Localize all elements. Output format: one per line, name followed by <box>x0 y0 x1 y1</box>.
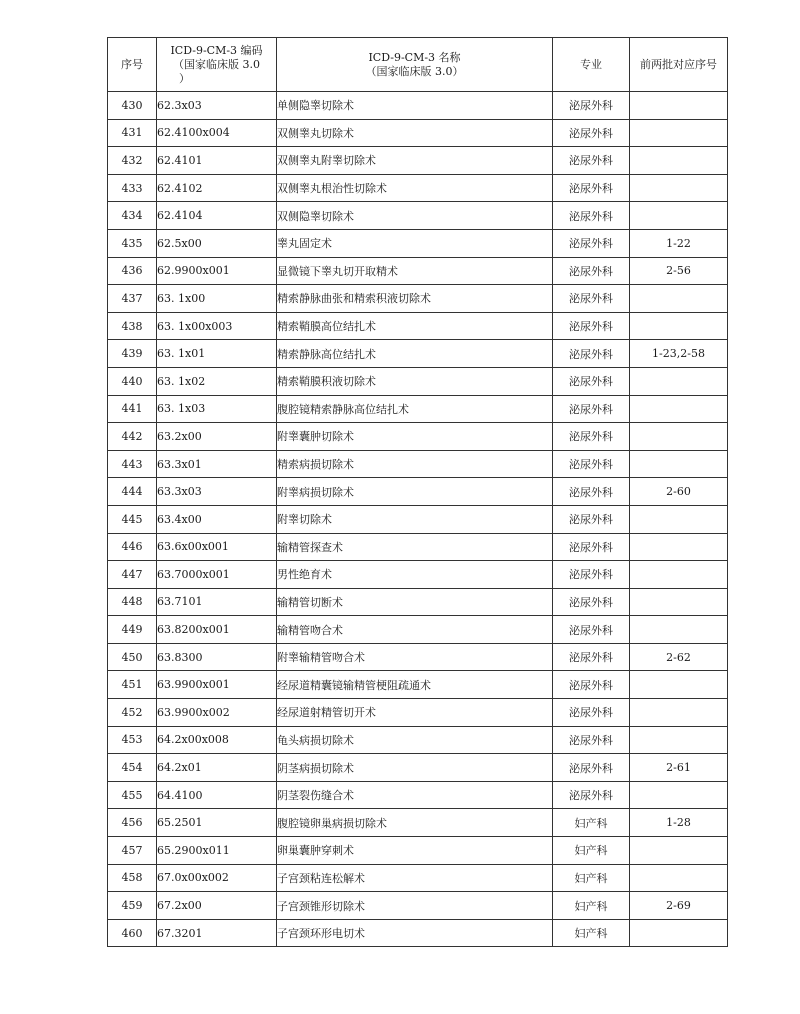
cell-no: 448 <box>108 588 157 616</box>
cell-ref <box>630 671 728 699</box>
table-row <box>108 312 728 340</box>
cell-name: 输精管切断术 <box>277 588 553 616</box>
cell-no: 454 <box>108 754 157 782</box>
header-specialty: 专业 <box>553 38 630 92</box>
cell-name: 单侧隐睾切除术 <box>277 92 553 120</box>
cell-ref <box>630 147 728 175</box>
cell-name: 双侧睾丸附睾切除术 <box>277 147 553 175</box>
cell-specialty: 妇产科 <box>553 837 630 865</box>
cell-specialty: 泌尿外科 <box>553 643 630 671</box>
table-row <box>108 202 728 230</box>
cell-ref <box>630 285 728 313</box>
cell-specialty: 泌尿外科 <box>553 257 630 285</box>
cell-ref <box>630 616 728 644</box>
cell-code: 65.2501 <box>157 809 277 837</box>
header-no: 序号 <box>108 38 157 92</box>
cell-no: 442 <box>108 423 157 451</box>
cell-name: 精索鞘膜高位结扎术 <box>277 312 553 340</box>
cell-code: 63.9900x002 <box>157 699 277 727</box>
cell-code: 63. 1x03 <box>157 395 277 423</box>
cell-name: 男性绝育术 <box>277 561 553 589</box>
cell-no: 438 <box>108 312 157 340</box>
cell-no: 433 <box>108 174 157 202</box>
cell-specialty: 泌尿外科 <box>553 92 630 120</box>
cell-ref: 1-23,2-58 <box>630 340 728 368</box>
table-row <box>108 367 728 395</box>
cell-no: 459 <box>108 892 157 920</box>
table-row <box>108 699 728 727</box>
table-row <box>108 809 728 837</box>
cell-name: 经尿道精囊镜输精管梗阻疏通术 <box>277 671 553 699</box>
cell-ref <box>630 119 728 147</box>
table-row <box>108 919 728 947</box>
table-row <box>108 229 728 257</box>
header-code-line3: ） <box>179 71 190 85</box>
cell-code: 63.9900x001 <box>157 671 277 699</box>
cell-name: 输精管探查术 <box>277 533 553 561</box>
cell-ref <box>630 781 728 809</box>
table-row <box>108 837 728 865</box>
cell-name: 附睾输精管吻合术 <box>277 643 553 671</box>
header-name <box>277 38 553 92</box>
cell-no: 452 <box>108 699 157 727</box>
cell-name: 输精管吻合术 <box>277 616 553 644</box>
table-row <box>108 643 728 671</box>
procedure-table <box>107 37 728 947</box>
header-code <box>157 38 277 92</box>
table-row <box>108 92 728 120</box>
cell-ref <box>630 561 728 589</box>
cell-code: 62.4101 <box>157 147 277 175</box>
cell-ref <box>630 92 728 120</box>
cell-ref <box>630 367 728 395</box>
cell-code: 65.2900x011 <box>157 837 277 865</box>
cell-specialty: 泌尿外科 <box>553 423 630 451</box>
cell-name: 附睾囊肿切除术 <box>277 423 553 451</box>
table-row <box>108 561 728 589</box>
cell-name: 睾丸固定术 <box>277 229 553 257</box>
cell-code: 63.3x01 <box>157 450 277 478</box>
cell-specialty: 泌尿外科 <box>553 588 630 616</box>
cell-no: 460 <box>108 919 157 947</box>
cell-code: 63.4x00 <box>157 505 277 533</box>
cell-specialty: 泌尿外科 <box>553 202 630 230</box>
cell-specialty: 妇产科 <box>553 864 630 892</box>
cell-name: 双侧睾丸根治性切除术 <box>277 174 553 202</box>
cell-specialty: 泌尿外科 <box>553 726 630 754</box>
cell-no: 453 <box>108 726 157 754</box>
cell-specialty: 泌尿外科 <box>553 229 630 257</box>
table-row <box>108 119 728 147</box>
cell-no: 439 <box>108 340 157 368</box>
cell-no: 445 <box>108 505 157 533</box>
cell-ref: 1-22 <box>630 229 728 257</box>
cell-name: 阴茎裂伤缝合术 <box>277 781 553 809</box>
table-row <box>108 423 728 451</box>
cell-name: 龟头病损切除术 <box>277 726 553 754</box>
cell-code: 64.4100 <box>157 781 277 809</box>
cell-code: 63.8200x001 <box>157 616 277 644</box>
cell-code: 64.2x01 <box>157 754 277 782</box>
cell-code: 63. 1x00 <box>157 285 277 313</box>
cell-ref <box>630 726 728 754</box>
cell-ref: 1-28 <box>630 809 728 837</box>
table-row <box>108 340 728 368</box>
cell-code: 63.6x00x001 <box>157 533 277 561</box>
cell-code: 63.7101 <box>157 588 277 616</box>
cell-specialty: 泌尿外科 <box>553 505 630 533</box>
cell-ref <box>630 312 728 340</box>
cell-ref: 2-62 <box>630 643 728 671</box>
cell-no: 447 <box>108 561 157 589</box>
table-row <box>108 174 728 202</box>
cell-no: 457 <box>108 837 157 865</box>
cell-specialty: 泌尿外科 <box>553 478 630 506</box>
cell-specialty: 妇产科 <box>553 919 630 947</box>
table-row <box>108 147 728 175</box>
cell-name: 双侧隐睾切除术 <box>277 202 553 230</box>
table-row <box>108 285 728 313</box>
cell-name: 阴茎病损切除术 <box>277 754 553 782</box>
table-row <box>108 533 728 561</box>
cell-ref <box>630 450 728 478</box>
cell-code: 67.2x00 <box>157 892 277 920</box>
cell-code: 67.3201 <box>157 919 277 947</box>
table-row <box>108 478 728 506</box>
cell-ref <box>630 837 728 865</box>
cell-code: 62.9900x001 <box>157 257 277 285</box>
cell-ref: 2-61 <box>630 754 728 782</box>
cell-specialty: 泌尿外科 <box>553 340 630 368</box>
table-row <box>108 395 728 423</box>
cell-no: 458 <box>108 864 157 892</box>
cell-specialty: 泌尿外科 <box>553 367 630 395</box>
table-row <box>108 864 728 892</box>
table-row <box>108 616 728 644</box>
cell-code: 67.0x00x002 <box>157 864 277 892</box>
cell-no: 436 <box>108 257 157 285</box>
cell-ref <box>630 699 728 727</box>
cell-code: 63.7000x001 <box>157 561 277 589</box>
cell-specialty: 泌尿外科 <box>553 754 630 782</box>
table-row <box>108 726 728 754</box>
table-body <box>108 92 728 947</box>
cell-specialty: 妇产科 <box>553 892 630 920</box>
cell-specialty: 泌尿外科 <box>553 119 630 147</box>
table-row <box>108 257 728 285</box>
cell-name: 显微镜下睾丸切开取精术 <box>277 257 553 285</box>
cell-no: 437 <box>108 285 157 313</box>
cell-no: 434 <box>108 202 157 230</box>
cell-ref <box>630 864 728 892</box>
header-code-line2: （国家临床版 3.0 <box>173 57 260 71</box>
cell-ref <box>630 505 728 533</box>
cell-specialty: 泌尿外科 <box>553 671 630 699</box>
table-row <box>108 671 728 699</box>
cell-name: 精索病损切除术 <box>277 450 553 478</box>
header-name-line1: ICD-9-CM-3 名称 <box>368 50 461 64</box>
cell-specialty: 泌尿外科 <box>553 174 630 202</box>
cell-ref <box>630 533 728 561</box>
cell-name: 精索静脉曲张和精索积液切除术 <box>277 285 553 313</box>
cell-ref <box>630 202 728 230</box>
cell-ref: 2-56 <box>630 257 728 285</box>
cell-ref: 2-60 <box>630 478 728 506</box>
cell-no: 456 <box>108 809 157 837</box>
cell-name: 子宫颈环形电切术 <box>277 919 553 947</box>
cell-specialty: 泌尿外科 <box>553 533 630 561</box>
cell-code: 63.2x00 <box>157 423 277 451</box>
cell-ref <box>630 919 728 947</box>
cell-name: 腹腔镜精索静脉高位结扎术 <box>277 395 553 423</box>
cell-specialty: 泌尿外科 <box>553 147 630 175</box>
cell-no: 449 <box>108 616 157 644</box>
cell-name: 卵巢囊肿穿刺术 <box>277 837 553 865</box>
cell-no: 443 <box>108 450 157 478</box>
cell-code: 63. 1x02 <box>157 367 277 395</box>
cell-no: 430 <box>108 92 157 120</box>
cell-no: 431 <box>108 119 157 147</box>
cell-no: 435 <box>108 229 157 257</box>
cell-name: 附睾切除术 <box>277 505 553 533</box>
cell-no: 441 <box>108 395 157 423</box>
cell-specialty: 泌尿外科 <box>553 285 630 313</box>
table-row <box>108 781 728 809</box>
cell-specialty: 泌尿外科 <box>553 395 630 423</box>
table-row <box>108 892 728 920</box>
cell-specialty: 泌尿外科 <box>553 616 630 644</box>
cell-code: 62.4100x004 <box>157 119 277 147</box>
cell-specialty: 泌尿外科 <box>553 699 630 727</box>
cell-ref: 2-69 <box>630 892 728 920</box>
cell-no: 444 <box>108 478 157 506</box>
header-name-line2: （国家临床版 3.0） <box>365 64 464 78</box>
cell-specialty: 妇产科 <box>553 809 630 837</box>
header-code-line1: ICD-9-CM-3 编码 <box>170 43 263 57</box>
table-row <box>108 588 728 616</box>
table-row <box>108 450 728 478</box>
cell-no: 450 <box>108 643 157 671</box>
cell-ref <box>630 588 728 616</box>
cell-ref <box>630 423 728 451</box>
cell-no: 455 <box>108 781 157 809</box>
cell-code: 63. 1x00x003 <box>157 312 277 340</box>
cell-name: 精索静脉高位结扎术 <box>277 340 553 368</box>
cell-no: 446 <box>108 533 157 561</box>
cell-ref <box>630 395 728 423</box>
table-header-row <box>108 38 728 92</box>
cell-code: 62.4102 <box>157 174 277 202</box>
cell-code: 62.5x00 <box>157 229 277 257</box>
cell-name: 经尿道射精管切开术 <box>277 699 553 727</box>
cell-code: 64.2x00x008 <box>157 726 277 754</box>
table-row <box>108 505 728 533</box>
cell-name: 子宫颈粘连松解术 <box>277 864 553 892</box>
cell-code: 62.3x03 <box>157 92 277 120</box>
cell-code: 62.4104 <box>157 202 277 230</box>
cell-ref <box>630 174 728 202</box>
cell-specialty: 泌尿外科 <box>553 561 630 589</box>
cell-name: 子宫颈锥形切除术 <box>277 892 553 920</box>
table-row <box>108 754 728 782</box>
cell-name: 精索鞘膜积液切除术 <box>277 367 553 395</box>
cell-no: 432 <box>108 147 157 175</box>
cell-specialty: 泌尿外科 <box>553 781 630 809</box>
cell-no: 440 <box>108 367 157 395</box>
cell-specialty: 泌尿外科 <box>553 312 630 340</box>
cell-code: 63. 1x01 <box>157 340 277 368</box>
cell-name: 双侧睾丸切除术 <box>277 119 553 147</box>
cell-name: 腹腔镜卵巢病损切除术 <box>277 809 553 837</box>
cell-code: 63.3x03 <box>157 478 277 506</box>
cell-no: 451 <box>108 671 157 699</box>
header-ref: 前两批对应序号 <box>630 38 728 92</box>
cell-specialty: 泌尿外科 <box>553 450 630 478</box>
cell-code: 63.8300 <box>157 643 277 671</box>
cell-name: 附睾病损切除术 <box>277 478 553 506</box>
